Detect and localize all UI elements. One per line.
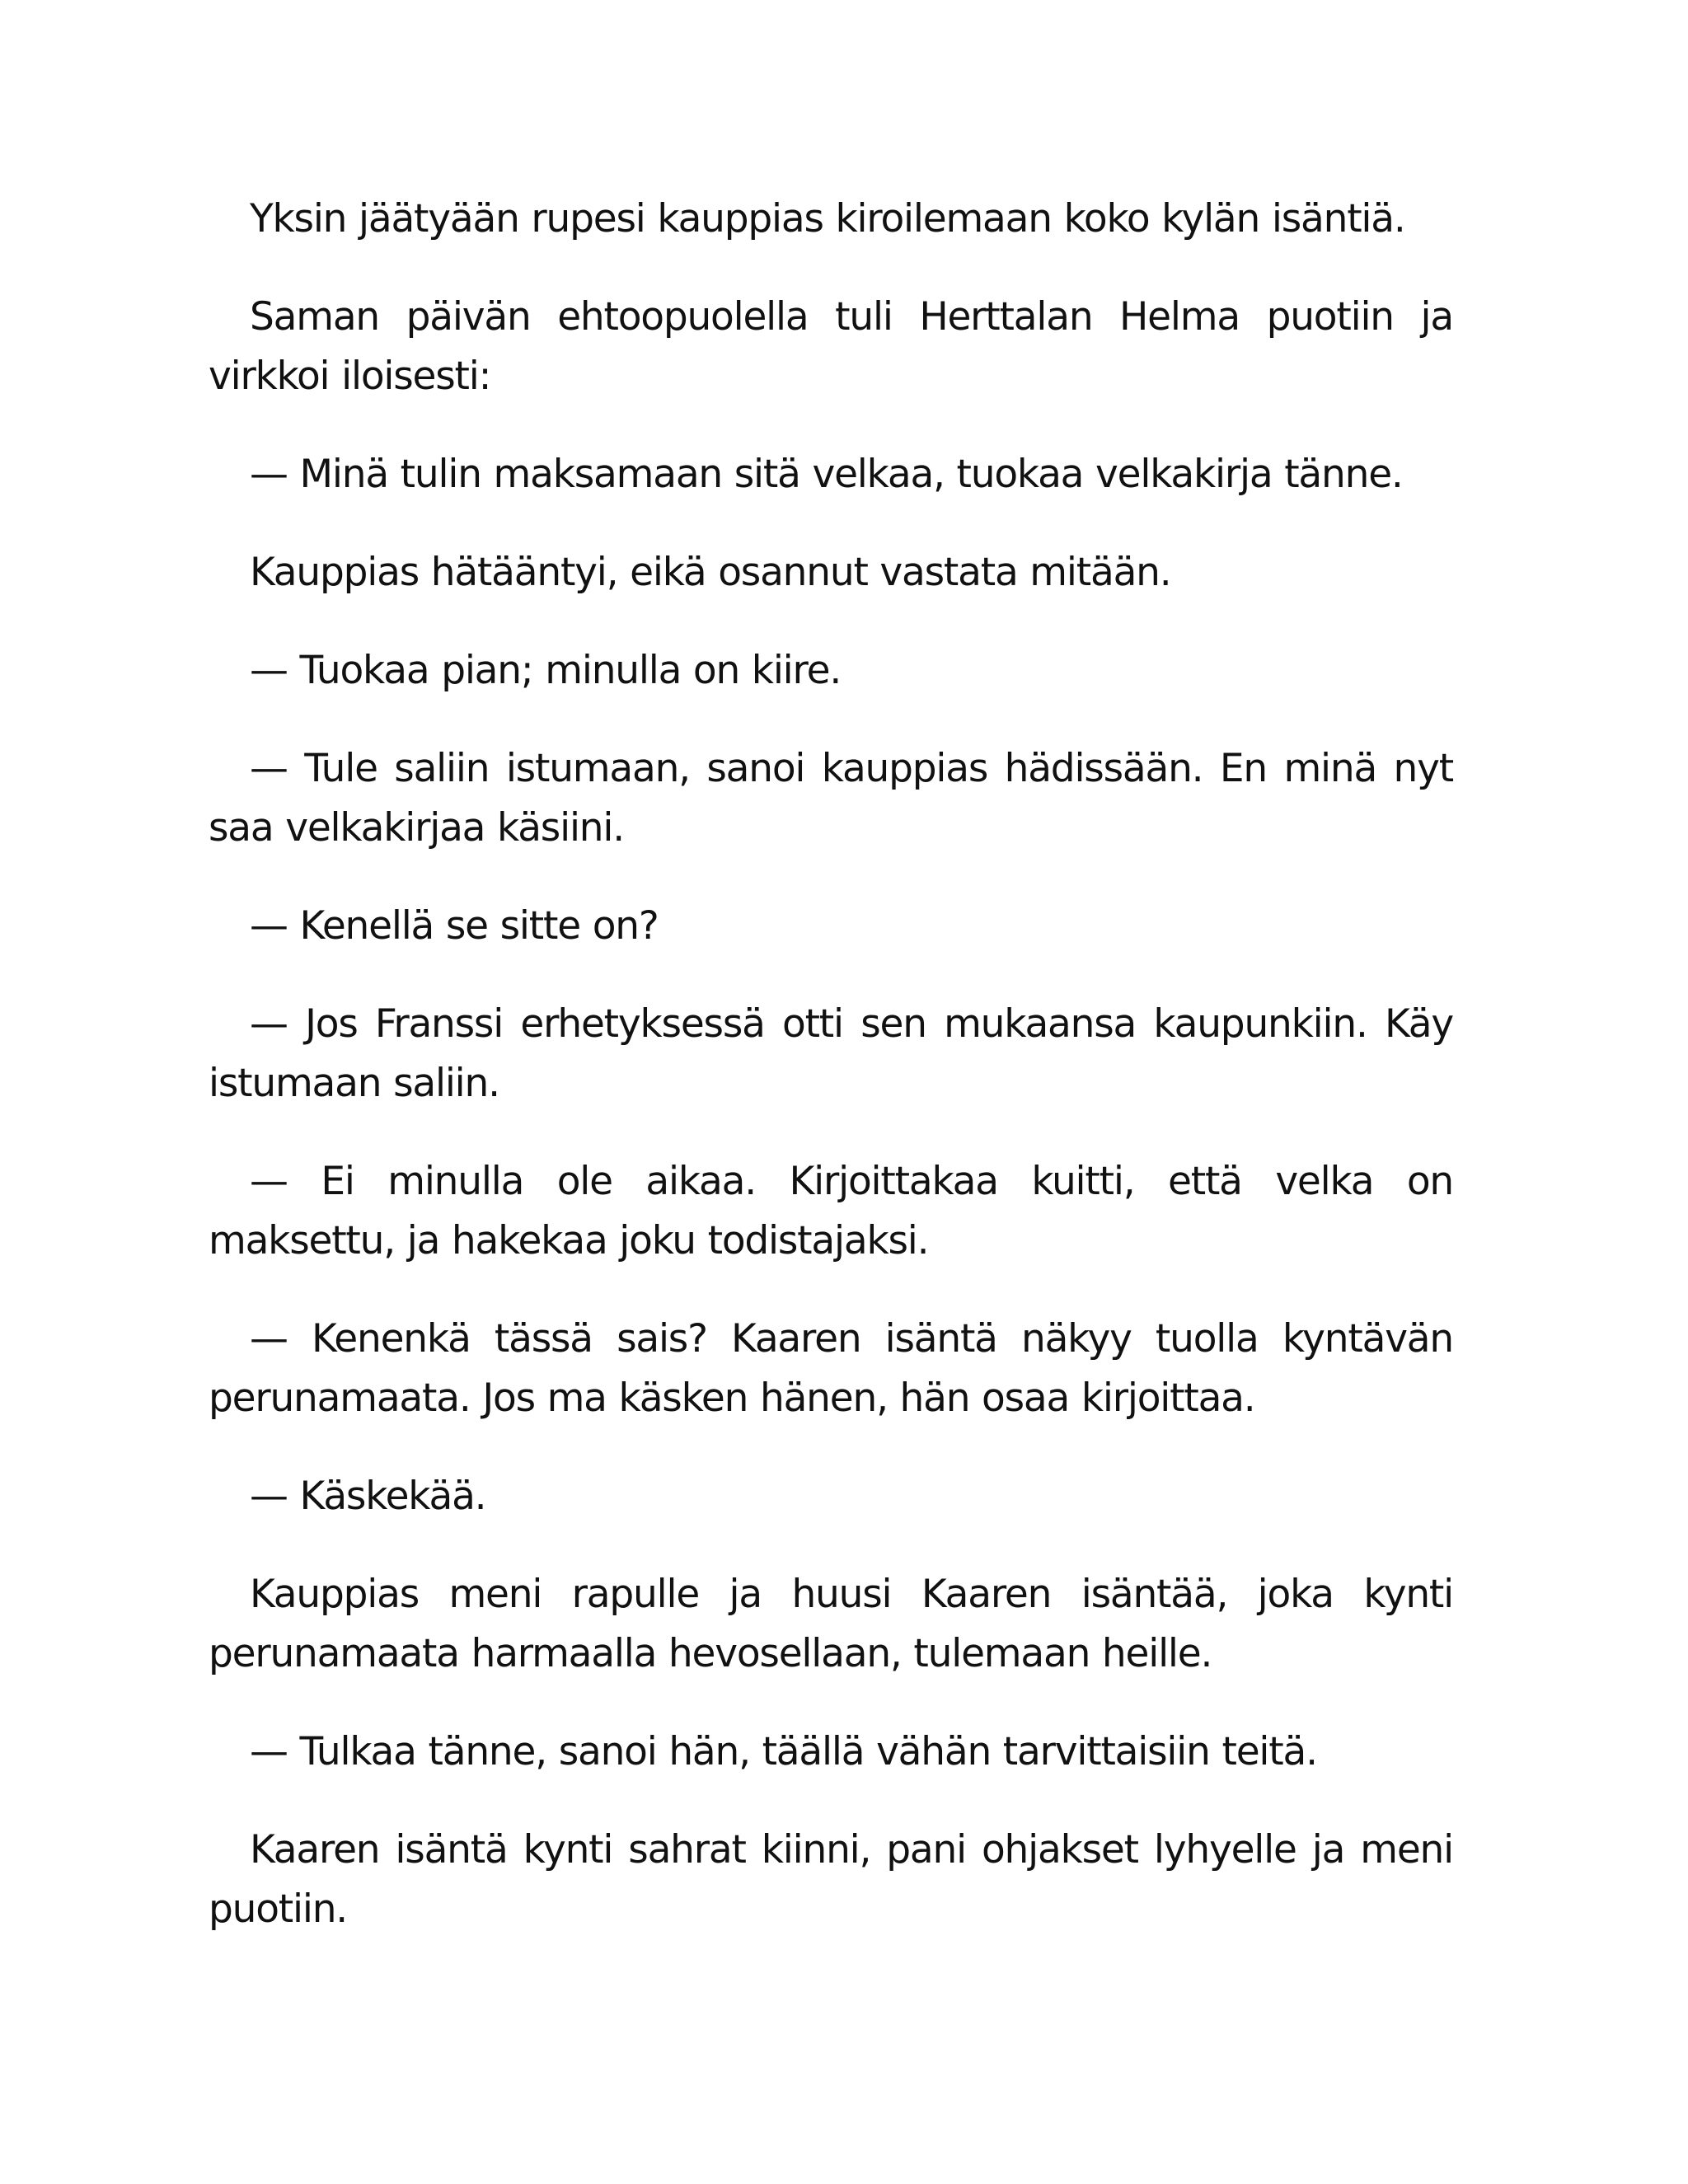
paragraph: — Tulkaa tänne, sanoi hän, täällä vähän tarvittaisiin teitä.: [250, 1729, 1317, 1774]
paragraph: — Ei minulla ole aikaa. Kirjoittakaa kuitti, että velka on maksettu, ja hakekaa joku todistajaksi.: [209, 1159, 1453, 1263]
paragraph: — Jos Franssi erhetyksessä otti sen mukaansa kaupunkiin. Käy istumaan saliin.: [209, 1001, 1453, 1106]
paragraph: Saman päivän ehtoopuolella tuli Herttalan Helma puotiin ja virkkoi iloisesti:: [209, 294, 1453, 399]
paragraph: — Kenenkä tässä sais? Kaaren isäntä näkyy tuolla kyntävän perunamaata. Jos ma käsken hänen, hän osaa kirjoittaa.: [209, 1316, 1453, 1421]
paragraph: Kaaren isäntä kynti sahrat kiinni, pani ohjakset lyhyelle ja meni puotiin.: [209, 1827, 1453, 1932]
paragraph: — Tule saliin istumaan, sanoi kauppias hädissään. En minä nyt saa velkakirjaa käsiini.: [209, 746, 1453, 851]
paragraph: Yksin jäätyään rupesi kauppias kiroilemaan koko kylän isäntiä.: [250, 196, 1405, 241]
paragraph: — Tuokaa pian; minulla on kiire.: [250, 648, 842, 693]
paragraph: — Kenellä se sitte on?: [250, 903, 659, 949]
paragraph: — Käskekää.: [250, 1474, 486, 1519]
paragraph: Kauppias hätääntyi, eikä osannut vastata mitään.: [250, 550, 1171, 595]
page-text: [209, 190, 1453, 1978]
paragraph: — Minä tulin maksamaan sitä velkaa, tuokaa velkakirja tänne.: [250, 452, 1403, 497]
paragraph: Kauppias meni rapulle ja huusi Kaaren isäntää, joka kynti perunamaata harmaalla hevosellaan, tulemaan heille.: [209, 1572, 1453, 1676]
